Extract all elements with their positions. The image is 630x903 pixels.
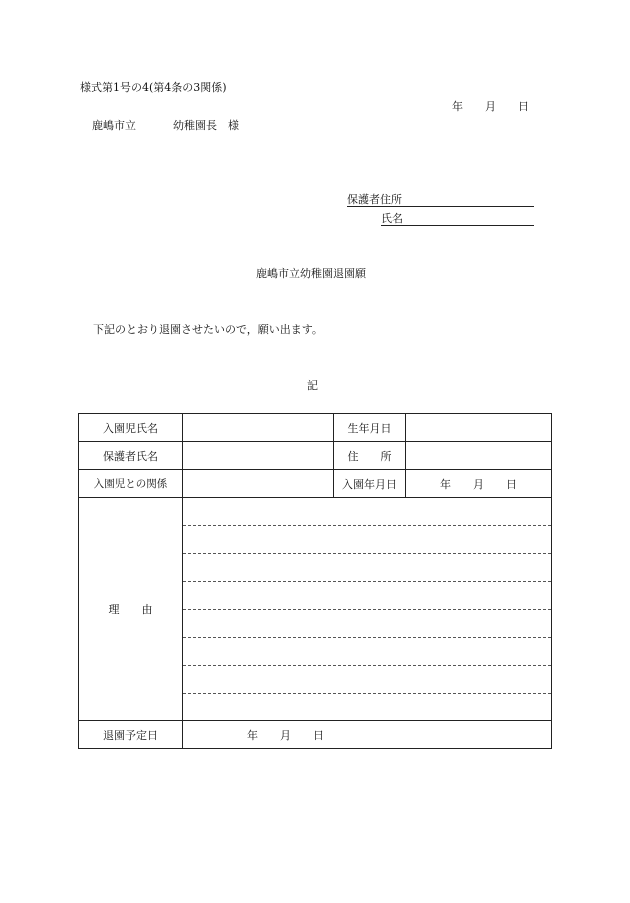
withdrawal-form-table: [78, 413, 552, 749]
reason-line: [183, 665, 551, 666]
table-row: [79, 470, 552, 498]
record-marker: 記: [307, 379, 318, 392]
table-row: [79, 721, 552, 749]
guardian-name-field[interactable]: [381, 213, 534, 226]
document-title: 鹿嶋市立幼稚園退園願: [256, 267, 366, 280]
table-row: [79, 442, 552, 470]
entry-date-input[interactable]: 年 月 日: [406, 470, 552, 498]
reason-line: [183, 609, 551, 610]
reason-line: [183, 693, 551, 694]
guardian-name-label: 氏名: [381, 212, 403, 225]
address-label: 住 所: [334, 442, 406, 470]
birth-date-input[interactable]: [406, 414, 552, 442]
address-input[interactable]: [406, 442, 552, 470]
child-name-input[interactable]: [183, 414, 334, 442]
addressee-title: 幼稚園長 様: [173, 119, 239, 132]
guardian-name-input[interactable]: [183, 442, 334, 470]
guardian-address-label: 保護者住所: [347, 193, 402, 206]
child-name-label: 入園児氏名: [79, 414, 183, 442]
relationship-input[interactable]: [183, 470, 334, 498]
withdrawal-date-label: 退園予定日: [79, 721, 183, 749]
relationship-label: 入園児との関係: [79, 470, 183, 498]
reason-line: [183, 553, 551, 554]
request-statement: 下記のとおり退園させたいので，願い出ます。: [93, 323, 323, 336]
form-number: 様式第1号の4(第4条の3関係): [80, 81, 227, 94]
reason-label: 理 由: [79, 498, 183, 721]
guardian-address-field[interactable]: [347, 194, 534, 207]
entry-date-label: 入園年月日: [334, 470, 406, 498]
reason-lines: [183, 498, 551, 720]
birth-date-label: 生年月日: [334, 414, 406, 442]
submission-date: 年 月 日: [452, 100, 529, 113]
table-row: [79, 414, 552, 442]
withdrawal-date-input[interactable]: 年 月 日: [183, 721, 552, 749]
guardian-name-cell-label: 保護者氏名: [79, 442, 183, 470]
reason-line: [183, 525, 551, 526]
reason-line: [183, 581, 551, 582]
reason-input[interactable]: [183, 498, 552, 721]
addressee-city: 鹿嶋市立: [92, 119, 136, 132]
reason-line: [183, 637, 551, 638]
table-row: [79, 498, 552, 721]
